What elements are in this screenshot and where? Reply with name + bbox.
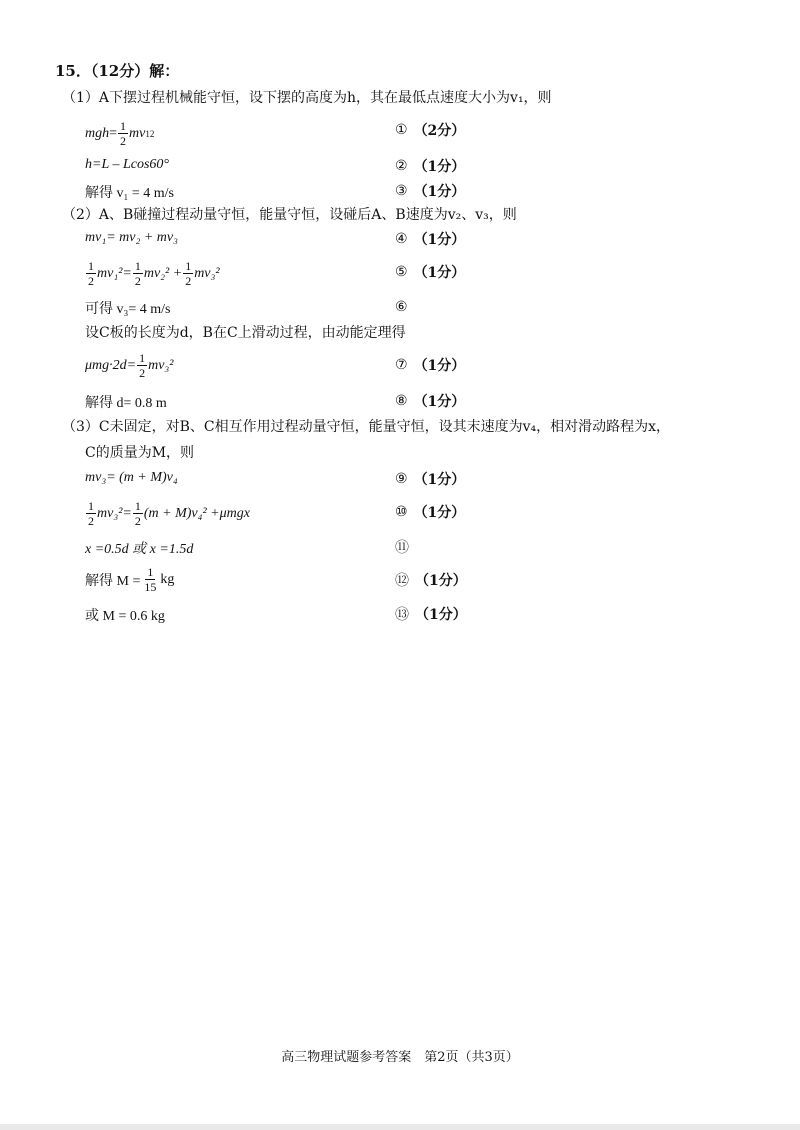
eq5-f2-den: 2 [134,274,141,288]
mark-11 [395,536,415,558]
eq5-fraction-2 [133,260,143,287]
mark-9-num: ⑨ [395,471,408,487]
eq5-f1-num: 1 [88,259,94,273]
page-footer: 高三物理试题参考答案 第2页（共3页） [281,1050,519,1065]
eq5-term-2: mv₂² + [143,265,183,281]
eq9-text: mv₃= (m + M)v₄ [85,470,178,485]
equation-3 [85,182,174,202]
eq6-text: 可得 v₃= 4 m/s [85,302,171,317]
eq12-fraction [144,566,156,593]
mark-3-score: （1分） [413,184,466,200]
mark-5-score: （1分） [413,265,466,281]
part2-intro: （2）A、B碰撞过程动量守恒，能量守恒，设碰后A、B速度为v₂、v₃，则 [62,207,517,223]
eq1-sub: 1 [145,128,150,139]
mark-12-num: ⑫ [395,573,409,589]
mark-4 [395,228,465,250]
mark-8-score: （1分） [413,394,466,410]
mark-8-num: ⑧ [395,393,408,409]
eq10-f1-num: 1 [88,499,94,513]
eq7-rhs: mv₃² [148,357,174,373]
eq12-f-den: 15 [144,580,157,594]
part3-intro-2: C的质量为M，则 [85,445,195,461]
eq4-text: mv₁= mv₂ + mv₃ [85,230,178,245]
eq2-text: h=L – Lcos60° [85,157,170,172]
eq1-lhs: mgh [85,125,110,141]
mark-10 [395,501,465,523]
eq5-f2-num: 1 [134,259,141,273]
eq1-frac-den: 2 [120,134,127,148]
mark-1-num: ① [395,122,408,138]
mark-4-score: （1分） [413,232,466,248]
eq1-rhs: mv [129,125,146,141]
eq13-text: 或 M = 0.6 kg [85,609,165,624]
eq10-fraction-2 [133,500,143,527]
equation-7 [85,352,173,379]
mark-5-num: ⑤ [395,264,408,280]
eq5-fraction-1 [86,260,96,287]
mark-9 [395,468,465,490]
equation-8 [85,392,167,412]
eq10-term-2: (m + M)v₄² +μmgx [143,505,250,521]
eq5-f1-den: 2 [88,274,94,288]
equation-11 [85,538,193,558]
eq1-frac-num: 1 [120,119,127,133]
part2-board-text: 设C板的长度为d，B在C上滑动过程，由动能定理得 [85,325,406,341]
part3-intro-1: （3）C未固定，对B、C相互作用过程动量守恒，能量守恒，设其末速度为v₄，相对滑动路程为x， [62,419,671,435]
mark-12-score: （1分） [415,573,467,589]
equation-4 [85,230,178,246]
mark-10-num: ⑩ [395,504,408,520]
mark-8 [395,390,465,412]
mark-7-score: （1分） [413,358,466,374]
mark-6 [395,296,414,318]
eq10-f2-den: 2 [134,514,141,528]
eq3-text: 解得 v₁ = 4 m/s [85,186,175,201]
mark-2-num: ② [395,158,408,174]
eq1-equals: = [109,125,118,141]
eq5-f3-num: 1 [185,259,192,273]
equation-5 [85,260,220,287]
eq11-text: x =0.5d 或 x =1.5d [85,542,194,557]
eq7-f-num: 1 [139,351,146,365]
mark-10-score: （1分） [413,505,466,521]
eq5-fraction-3 [183,260,193,287]
equation-9 [85,470,178,486]
equation-10 [85,500,250,527]
mark-6-num: ⑥ [395,299,408,315]
mark-7 [395,354,465,376]
eq1-fraction [118,120,128,147]
eq12-lhs: 解得 M = [85,573,141,589]
eq7-f-den: 2 [139,366,146,380]
part1-intro: （1）A下摆过程机械能守恒，设下摆的高度为h，其在最低点速度大小为v₁，则 [62,90,552,106]
mark-2 [395,155,465,177]
mark-11-num: ⑪ [395,540,409,556]
mark-9-score: （1分） [413,472,466,488]
mark-1 [395,119,465,141]
mark-13 [395,603,467,625]
eq10-f1-den: 2 [88,514,94,528]
mark-13-score: （1分） [415,607,467,623]
mark-7-num: ⑦ [395,357,408,373]
eq5-term-1: mv₁²= [97,265,132,281]
page-bottom-edge [0,1124,800,1130]
equation-13 [85,605,165,625]
mark-4-num: ④ [395,231,408,247]
eq7-lhs: μmg·2d= [85,357,137,373]
mark-12 [395,569,467,591]
mark-2-score: （1分） [413,159,466,175]
question-heading: 15．（12分）解： [55,62,180,80]
eq10-fraction-1 [86,500,96,527]
equation-6 [85,298,171,318]
eq12-f-num: 1 [147,565,154,579]
eq5-term-3: mv₃² [194,265,220,281]
eq10-term-1: mv₃²= [97,505,132,521]
eq8-text: 解得 d= 0.8 m [85,396,167,411]
mark-13-num: ⑬ [395,607,409,623]
mark-1-score: （2分） [413,123,466,139]
equation-2 [85,157,169,173]
eq7-fraction [137,352,147,379]
equation-1 [85,120,154,147]
equation-12 [85,566,174,593]
mark-3 [395,180,465,202]
eq1-sup: 2 [149,128,155,139]
eq5-f3-den: 2 [185,274,192,288]
eq10-f2-num: 1 [134,499,141,513]
mark-5 [395,261,465,283]
eq12-rhs: kg [160,571,175,587]
mark-3-num: ③ [395,183,408,199]
